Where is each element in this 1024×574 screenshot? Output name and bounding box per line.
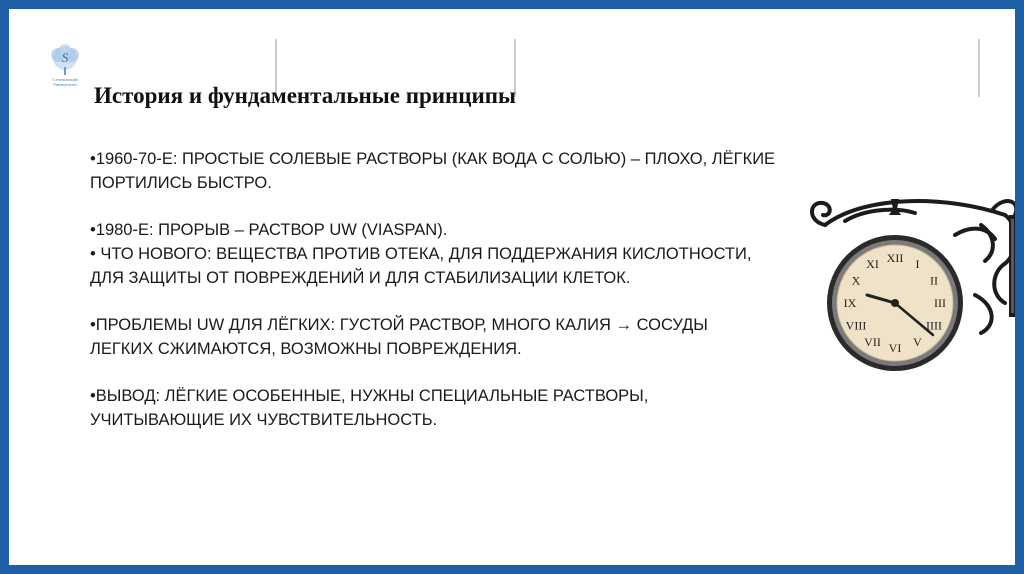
wall-clock-illustration <box>805 185 1024 373</box>
clock-numeral: III <box>934 296 946 310</box>
paragraph-line: •ВЫВОД: ЛЁГКИЕ ОСОБЕННЫЕ, НУЖНЫ СПЕЦИАЛЬНЫЕ РАСТВОРЫ, <box>90 387 649 405</box>
logo-line: Университет <box>52 82 78 87</box>
paragraph <box>90 313 820 361</box>
clock-numeral: VII <box>864 335 881 349</box>
clock-numeral: XII <box>886 251 904 265</box>
svg-text:S: S <box>61 50 69 65</box>
clock-numeral: VI <box>888 341 902 355</box>
clock-numeral: X <box>851 273 861 288</box>
divider-line <box>978 39 980 97</box>
content-body <box>90 147 820 455</box>
paragraph-line: ДЛЯ ЗАЩИТЫ ОТ ПОВРЕЖДЕНИЙ И ДЛЯ СТАБИЛИЗАЦИИ КЛЕТОК. <box>90 269 631 287</box>
logo-line: Сеченовский <box>52 77 78 82</box>
paragraph-line: •1980-Е: ПРОРЫВ – РАСТВОР UW (VIASPAN). <box>90 221 448 239</box>
tree-logo-icon <box>43 43 87 77</box>
clock-numeral: VIII <box>845 318 867 333</box>
paragraph-line: ПОРТИЛИСЬ БЫСТРО. <box>90 174 272 192</box>
clock-numeral: II <box>930 273 938 288</box>
clock-numeral: XI <box>866 257 879 271</box>
paragraph-line: •ПРОБЛЕМЫ UW ДЛЯ ЛЁГКИХ: ГУСТОЙ РАСТВОР, МНОГО КАЛИЯ → СОСУДЫ <box>90 316 708 334</box>
clock-numeral: IX <box>843 296 857 310</box>
slide-title: История и фундаментальные принципы <box>94 83 516 108</box>
clock-numeral: I <box>915 257 920 271</box>
paragraph-line: • ЧТО НОВОГО: ВЕЩЕСТВА ПРОТИВ ОТЕКА, ДЛЯ ПОДДЕРЖАНИЯ КИСЛОТНОСТИ, <box>90 245 752 263</box>
paragraph-line: УЧИТЫВАЮЩИЕ ИХ ЧУВСТВИТЕЛЬНОСТЬ. <box>90 411 438 429</box>
university-logo <box>43 43 87 97</box>
logo-text <box>43 77 87 87</box>
clock-center <box>891 299 899 307</box>
paragraph <box>90 147 820 195</box>
clock-numeral: IIII <box>926 318 942 333</box>
paragraph-line: ЛЕГКИХ СЖИМАЮТСЯ, ВОЗМОЖНЫ ПОВРЕЖДЕНИЯ. <box>90 340 522 358</box>
paragraph-line: •1960-70-Е: ПРОСТЫЕ СОЛЕВЫЕ РАСТВОРЫ (КАК ВОДА С СОЛЬЮ) – ПЛОХО, ЛЁГКИЕ <box>90 150 776 168</box>
clock-numeral: V <box>913 335 922 349</box>
paragraph <box>90 384 820 432</box>
paragraph <box>90 218 820 290</box>
